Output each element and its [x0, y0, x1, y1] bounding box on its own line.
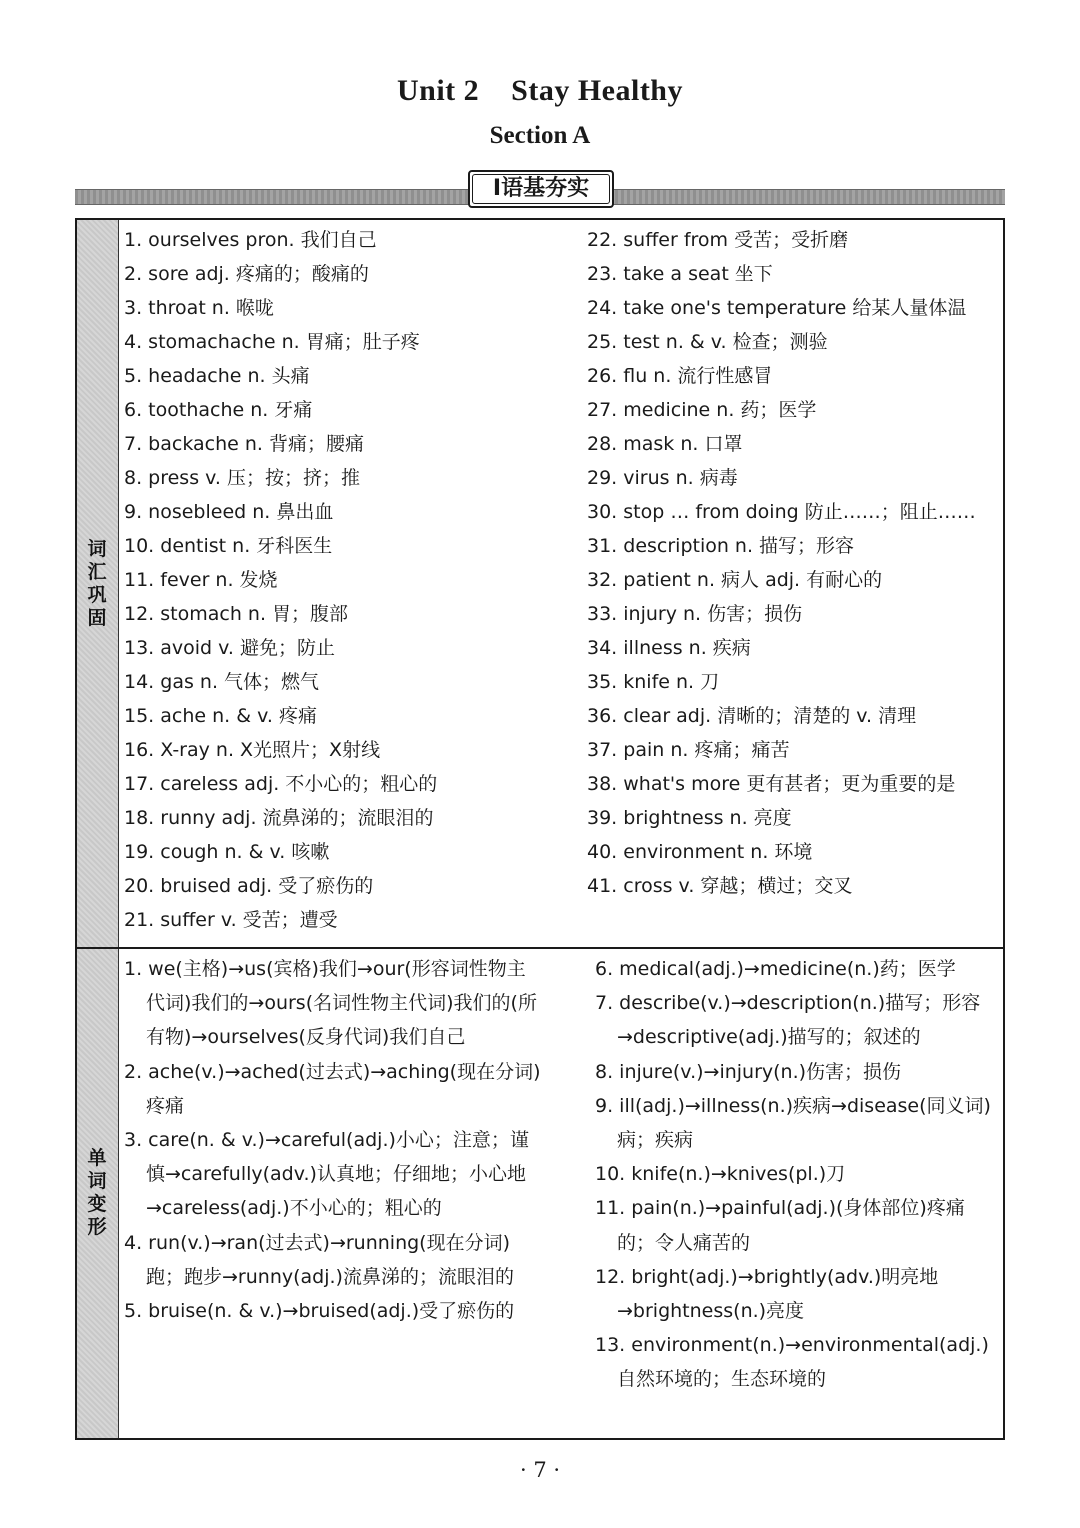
vocab-item: 25. test n. & v. 检查；测验 [587, 331, 828, 353]
word-form-item: 8. injure(v.)→injury(n.)伤害；损伤 [595, 1060, 902, 1083]
vocab-item: 34. illness n. 疾病 [587, 637, 751, 659]
word-form-item: 13. environment(n.)→environmental(adj.)自然环境的；生态环境的 [595, 1334, 989, 1391]
word-form-item: 4. run(v.)→ran(过去式)→running(现在分词)跑；跑步→runny(adj.)流鼻涕的；流眼泪的 [124, 1231, 514, 1288]
forms-sidebar [77, 949, 119, 1438]
vocab-item: 38. what's more 更有甚者；更为重要的是 [587, 773, 956, 795]
vocab-item: 31. description n. 描写；形容 [587, 535, 855, 557]
vocab-item: 11. fever n. 发烧 [124, 569, 278, 591]
vocab-item: 28. mask n. 口罩 [587, 433, 743, 455]
vocab-item: 27. medicine n. 药；医学 [587, 399, 817, 421]
vocab-sidebar [77, 220, 119, 947]
forms-list-left [124, 952, 544, 1328]
vocab-item: 6. toothache n. 牙痛 [124, 399, 313, 421]
vocab-item: 26. flu n. 流行性感冒 [587, 365, 773, 387]
vocab-item: 3. throat n. 喉咙 [124, 297, 274, 319]
word-form-item: 9. ill(adj.)→illness(n.)疾病→disease(同义词)病；疾病 [595, 1094, 991, 1152]
vocab-item: 10. dentist n. 牙科医生 [124, 535, 333, 557]
vocab-list-right [587, 223, 997, 903]
vocab-item: 41. cross v. 穿越；横过；交叉 [587, 875, 853, 897]
vocab-item: 17. careless adj. 不小心的；粗心的 [124, 773, 438, 795]
page-number: · 7 · [519, 1458, 561, 1482]
unit-title: Unit 2 Stay Healthy [396, 74, 683, 107]
vocab-item: 1. ourselves pron. 我们自己 [124, 229, 377, 251]
word-form-item: 2. ache(v.)→ached(过去式)→aching(现在分词)疼痛 [124, 1060, 541, 1117]
vocab-item: 40. environment n. 环境 [587, 841, 813, 863]
vocab-item: 22. suffer from 受苦；受折磨 [587, 229, 849, 251]
vocab-item: 7. backache n. 背痛；腰痛 [124, 433, 364, 455]
vocab-item: 29. virus n. 病毒 [587, 467, 738, 489]
vocab-item: 32. patient n. 病人 adj. 有耐心的 [587, 569, 883, 591]
forms-list-right [587, 952, 999, 1397]
section-title: Section A [489, 122, 591, 149]
vocab-item: 37. pain n. 疼痛；痛苦 [587, 739, 790, 761]
vocab-item: 21. suffer v. 受苦；遭受 [124, 909, 338, 931]
vocab-item: 30. stop … from doing 防止……；阻止…… [587, 501, 976, 523]
vocab-item: 9. nosebleed n. 鼻出血 [124, 501, 334, 523]
word-form-item: 11. pain(n.)→painful(adj.)(身体部位)疼痛的；令人痛苦的 [595, 1197, 965, 1254]
vocab-item: 18. runny adj. 流鼻涕的；流眼泪的 [124, 807, 434, 829]
word-form-item: 3. care(n. & v.)→careful(adj.)小心；注意；谨慎→carefully(adv.)认真地；仔细地；小心地→careless(adj.)不小心的；粗心的 [124, 1129, 529, 1220]
vocab-item: 35. knife n. 刀 [587, 671, 720, 693]
vocab-item: 13. avoid v. 避免；防止 [124, 637, 335, 659]
vocab-item: 12. stomach n. 胃；腹部 [124, 603, 349, 625]
vocab-item: 36. clear adj. 清晰的；清楚的 v. 清理 [587, 705, 917, 727]
vocab-item: 14. gas n. 气体；燃气 [124, 671, 320, 693]
vocab-item: 23. take a seat 坐下 [587, 263, 773, 285]
vocab-list-left [124, 223, 574, 937]
vocab-item: 20. bruised adj. 受了瘀伤的 [124, 875, 374, 897]
vocab-item: 4. stomachache n. 胃痛；肚子疼 [124, 331, 420, 353]
vocab-item: 39. brightness n. 亮度 [587, 807, 792, 829]
section-divider [118, 947, 1004, 949]
word-form-item: 5. bruise(n. & v.)→bruised(adj.)受了瘀伤的 [124, 1300, 515, 1323]
vocab-item: 5. headache n. 头痛 [124, 365, 310, 387]
word-form-item: 7. describe(v.)→description(n.)描写；形容→descriptive(adj.)描写的；叙述的 [595, 992, 981, 1049]
word-form-item: 12. bright(adj.)→brightly(adv.)明亮地→brightness(n.)亮度 [595, 1265, 939, 1323]
vocab-item: 19. cough n. & v. 咳嗽 [124, 841, 330, 863]
section-divider [77, 947, 118, 949]
vocab-label: 词汇巩固 [87, 538, 107, 629]
vocab-item: 15. ache n. & v. 疼痛 [124, 705, 317, 727]
vocab-item: 8. press v. 压；按；挤；推 [124, 467, 360, 489]
vocab-item: 33. injury n. 伤害；损伤 [587, 603, 803, 625]
word-form-item: 1. we(主格)→us(宾格)我们→our(形容词性物主代词)我们的→ours(名词性物主代词)我们的(所有物)→ourselves(反身代词)我们自己 [124, 958, 537, 1049]
word-form-item: 10. knife(n.)→knives(pl.)刀 [595, 1163, 846, 1186]
vocab-item: 24. take one's temperature 给某人量体温 [587, 297, 967, 319]
vocab-item: 2. sore adj. 疼痛的；酸痛的 [124, 263, 369, 285]
forms-label: 单词变形 [87, 1147, 107, 1238]
section-banner: Ⅰ语基夯实 [468, 170, 614, 208]
word-form-item: 6. medical(adj.)→medicine(n.)药；医学 [595, 958, 956, 980]
vocab-item: 16. X-ray n. X光照片；X射线 [124, 739, 381, 761]
